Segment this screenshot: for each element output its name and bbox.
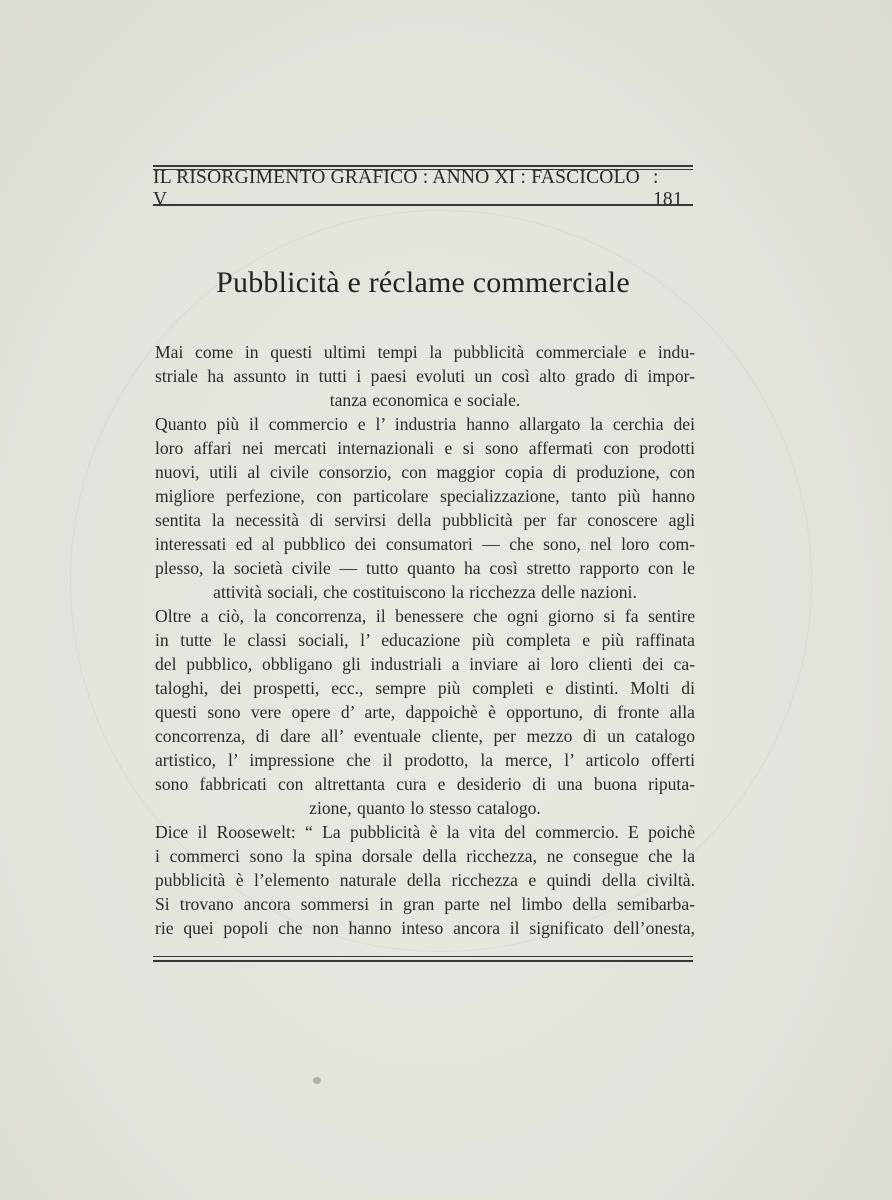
footer-bottom-rule [153, 960, 693, 962]
text-line: Oltre a ciò, la concorrenza, il benessere che ogni giorno si fa sentire [155, 606, 695, 626]
text-line: zione, quanto lo stesso catalogo. [309, 798, 541, 818]
text-line: tanza economica e sociale. [329, 390, 521, 410]
text-line: migliore perfezione, con particolare specializzazione, tanto più hanno [155, 486, 695, 506]
header-bottom-rule [153, 204, 693, 206]
running-header-title: IL RISORGIMENTO GRAFICO : ANNO XI : FASCICOLO V [153, 167, 640, 210]
text-line: Si trovano ancora sommersi in gran parte nel limbo della semibarba- [155, 894, 695, 914]
text-line: i commerci sono la spina dorsale della ricchezza, ne consegue che la [155, 846, 695, 866]
text-line: interessati ed al pubblico dei consumatori — che sono, nel loro com- [155, 534, 695, 554]
text-line: taloghi, dei prospetti, ecc., sempre più completi e distinti. Molti di [155, 678, 695, 698]
text-line: sono fabbricati con altrettanta cura e desiderio di una buona riputa- [155, 774, 695, 794]
text-line: questi sono vere opere d’ arte, dappoichè è opportuno, di fronte alla [155, 702, 695, 722]
text-line: plesso, la società civile — tutto quanto ha così stretto rapporto con le [155, 558, 695, 578]
text-line: sentita la necessità di servirsi della pubblicità per far conoscere agli [155, 510, 695, 530]
text-line: attività sociali, che costituiscono la ricchezza delle nazioni. [213, 582, 637, 602]
text-line: striale ha assunto in tutti i paesi evoluti un così alto grado di impor- [155, 366, 695, 386]
text-line: rie quei popoli che non hanno inteso ancora il significato dell’onesta, [155, 918, 695, 938]
text-line: loro affari nei mercati internazionali e si sono affermati con prodotti [155, 438, 695, 458]
text-line: in tutte le classi sociali, l’ educazione più completa e più raffinata [155, 630, 695, 650]
text-line: concorrenza, di dare all’ eventuale cliente, per mezzo di un catalogo [155, 726, 695, 746]
running-header-page-number: : 181 [652, 167, 683, 210]
text-line: pubblicità è l’elemento naturale della ricchezza e quindi della civiltà. [155, 870, 695, 890]
paper-speck [313, 1077, 321, 1084]
footer-top-rule [153, 956, 693, 957]
text-line: del pubblico, obbligano gli industriali a inviare ai loro clienti dei ca- [155, 654, 695, 674]
text-line: nuovi, utili al civile consorzio, con maggior copia di produzione, con [155, 462, 695, 482]
running-header [153, 167, 693, 210]
article-body [155, 340, 695, 940]
text-line: Quanto più il commercio e l’ industria hanno allargato la cerchia dei [155, 414, 695, 434]
text-line: artistico, l’ impressione che il prodotto, la merce, l’ articolo offerti [155, 750, 695, 770]
text-line: Dice il Roosewelt: “ La pubblicità è la vita del commercio. E poichè [155, 822, 695, 842]
text-line: Mai come in questi ultimi tempi la pubblicità commerciale e indu- [155, 342, 695, 362]
article-title: Pubblicità e réclame commerciale [216, 266, 630, 299]
